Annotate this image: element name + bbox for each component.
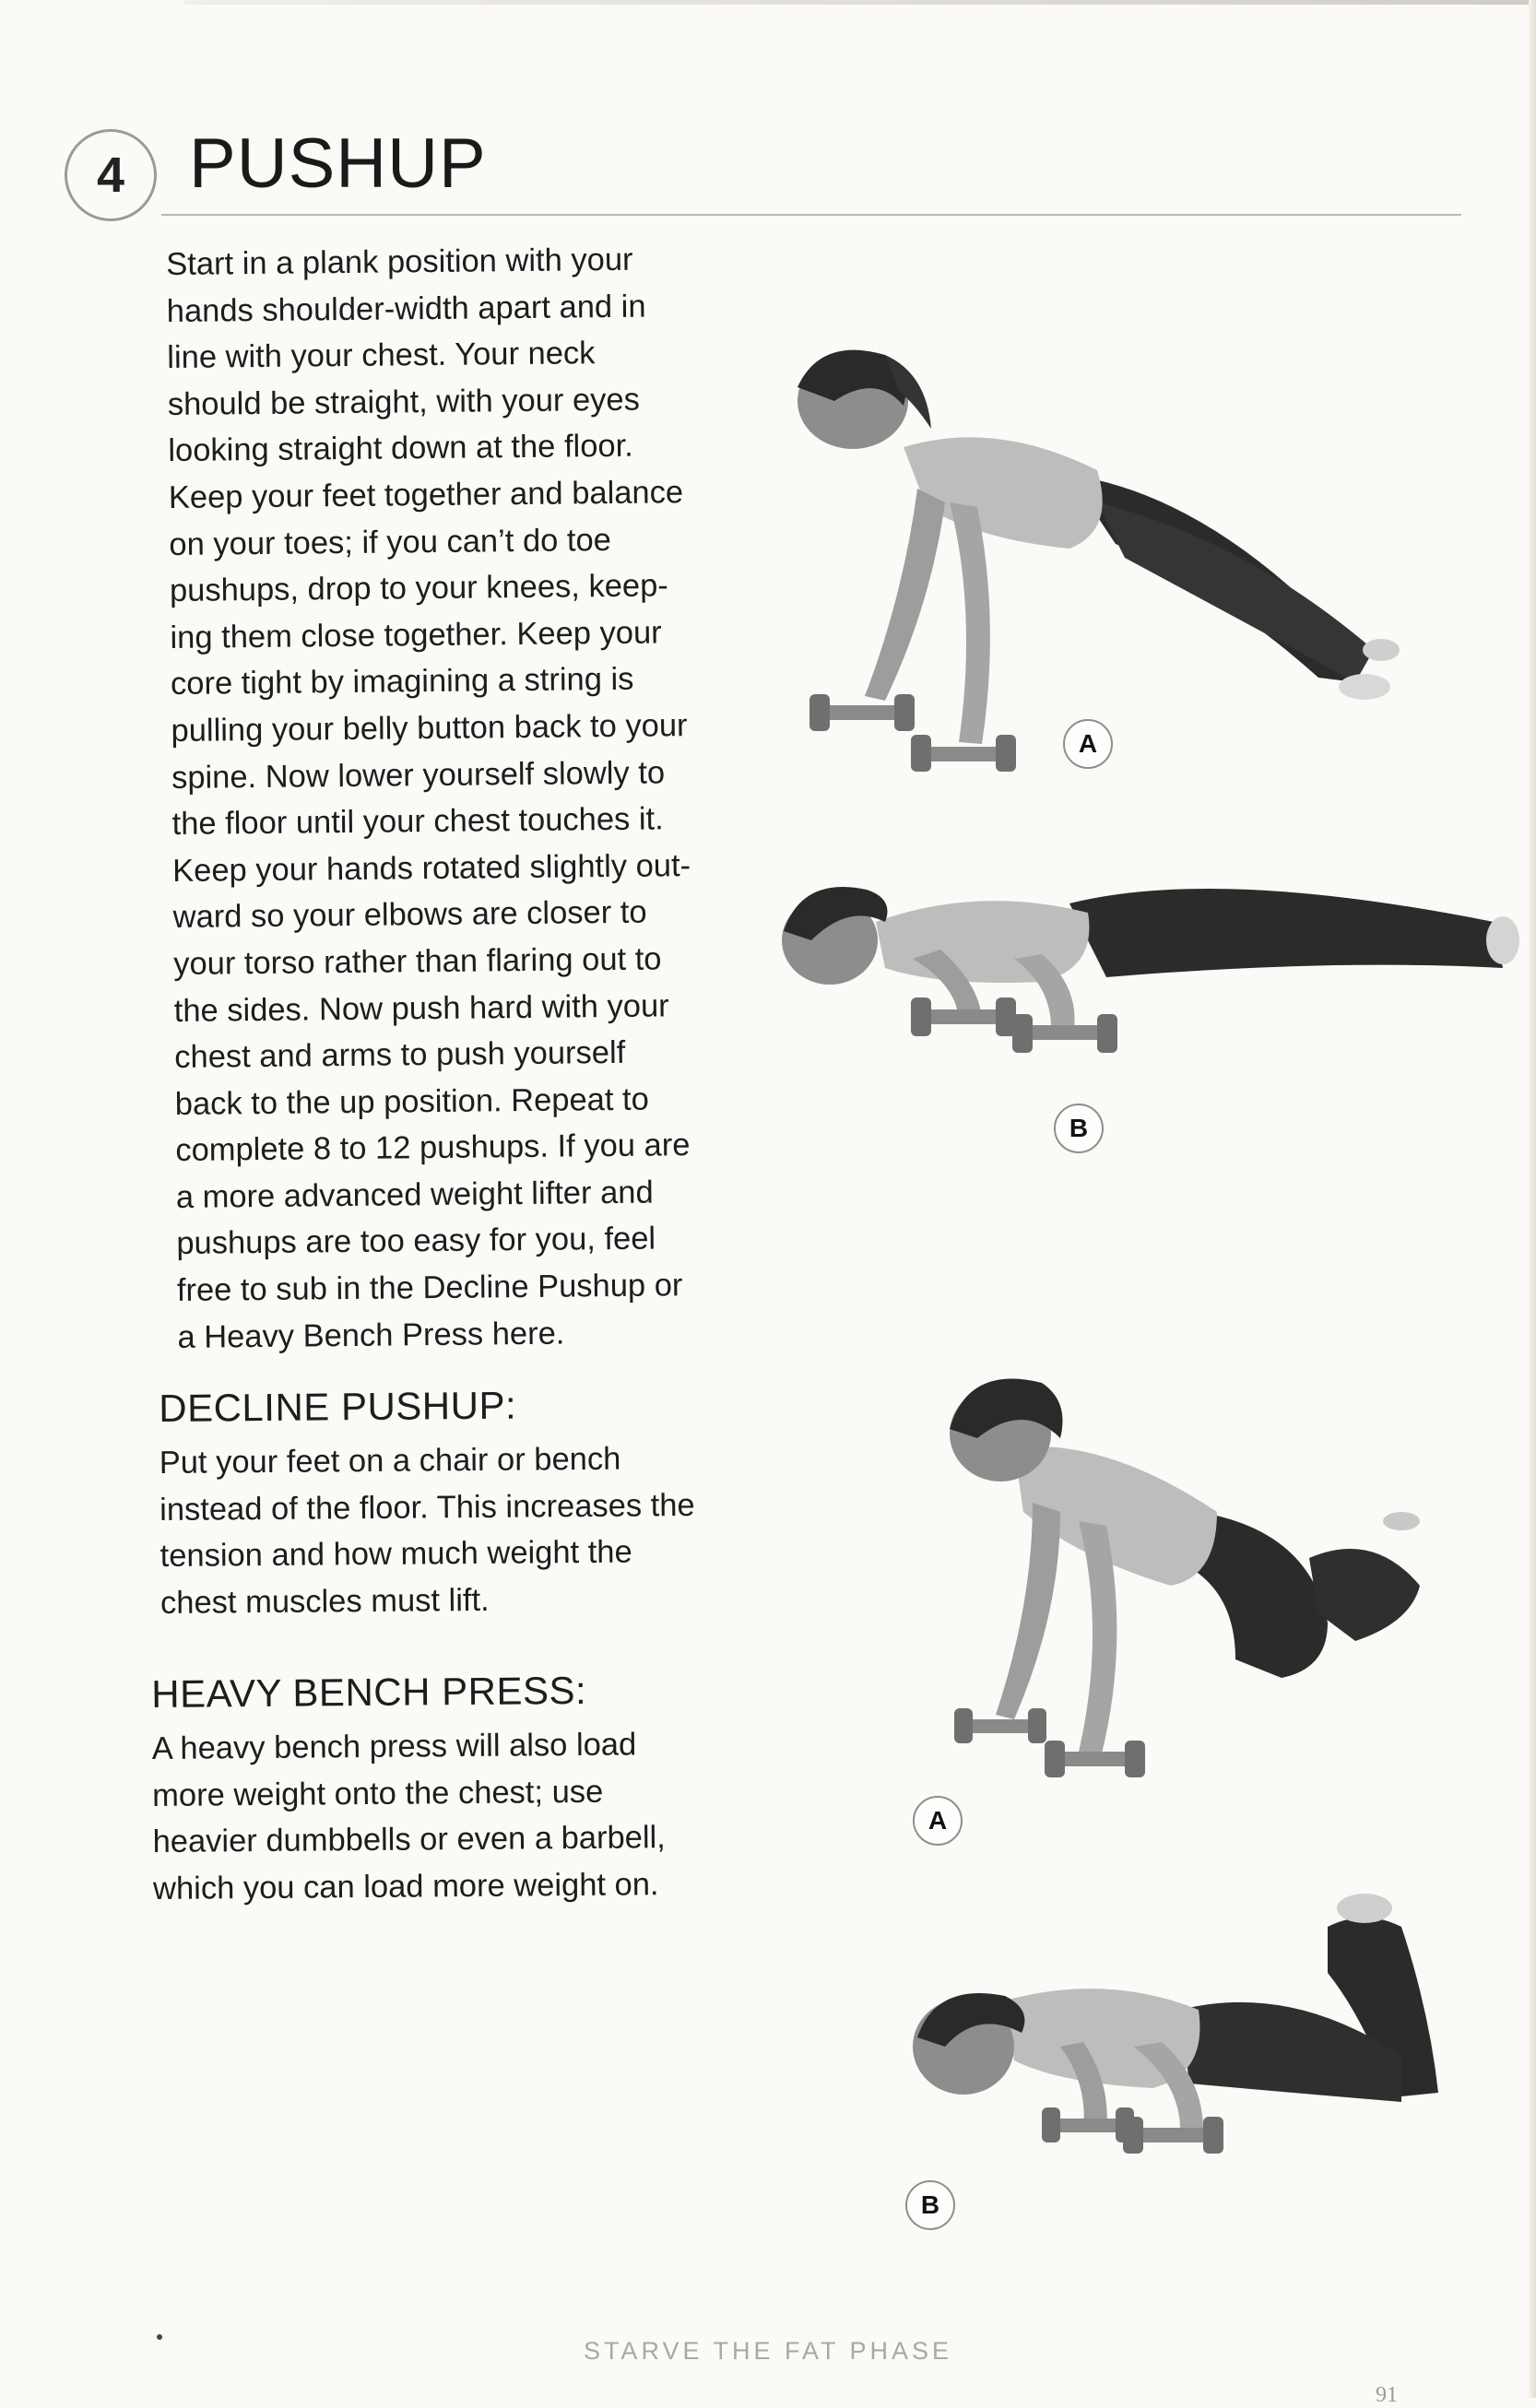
text-line: pulling your belly button back to your [171, 708, 688, 749]
text-line: pushups, drop to your knees, keep- [169, 568, 668, 609]
page-title: PUSHUP [189, 124, 487, 203]
text-line: core tight by imagining a string is [170, 662, 634, 702]
step-b-label: B [905, 2180, 955, 2230]
step-a-label: A [913, 1796, 963, 1846]
step-number-badge: 4 [65, 129, 157, 221]
text-line: chest and arms to push yourself [174, 1034, 626, 1076]
text-line: a Heavy Bench Press here. [177, 1316, 565, 1355]
page-right-edge [1529, 0, 1536, 2398]
knee-pushup-down-photo [904, 1871, 1457, 2185]
text-line: ward so your elbows are closer to [172, 894, 647, 936]
text-line: heavier dumbbells or even a barbell, [152, 1820, 666, 1860]
running-footer: STARVE THE FAT PHASE [583, 2337, 953, 2365]
text-line: Put your feet on a chair or bench [159, 1441, 621, 1481]
page-number: 91 [1376, 2383, 1398, 2407]
text-line: back to the up position. Repeat to [174, 1081, 649, 1122]
pushup-instructions [166, 236, 745, 1362]
text-line: hands shoulder-width apart and in [166, 289, 646, 329]
step-b-label: B [1054, 1104, 1104, 1153]
pushup-up-photo [765, 318, 1503, 797]
text-line: instead of the floor. This increases the [160, 1487, 695, 1528]
section-heading: HEAVY BENCH PRESS: [151, 1668, 587, 1716]
knee-pushup-up-photo [922, 1364, 1475, 1807]
text-line: the sides. Now push hard with your [173, 987, 669, 1029]
section-body [160, 1434, 751, 1626]
text-line: ing them close together. Keep your [170, 615, 662, 655]
text-line: line with your chest. Your neck [167, 336, 596, 376]
title-divider [161, 214, 1461, 216]
page-top-edge [184, 0, 1536, 5]
step-a-label: A [1063, 719, 1113, 769]
section-heading: DECLINE PUSHUP: [159, 1383, 517, 1430]
text-line: on your toes; if you can’t do toe [169, 522, 612, 562]
heavy-bench-press-section [151, 1663, 743, 1912]
section-body [152, 1720, 744, 1912]
text-line: spine. Now lower yourself slowly to [171, 754, 666, 796]
text-line: A heavy bench press will also load [151, 1727, 637, 1766]
text-line: complete 8 to 12 pushups. If you are [175, 1127, 691, 1169]
decline-pushup-section [159, 1377, 750, 1626]
text-line: which you can load more weight on. [152, 1866, 659, 1906]
text-line: a more advanced weight lifter and [175, 1174, 654, 1215]
text-line: should be straight, with your eyes [167, 382, 641, 422]
text-line: Keep your hands rotated slightly out- [171, 847, 691, 889]
text-line: pushups are too easy for you, feel [176, 1221, 656, 1262]
pushup-down-photo [774, 848, 1530, 1069]
text-line: Keep your feet together and balance [168, 475, 684, 515]
text-line: Start in a plank position with your [166, 242, 633, 282]
text-line: looking straight down at the floor. [168, 429, 633, 469]
text-line: free to sub in the Decline Pushup or [176, 1268, 683, 1308]
text-line: the floor until your chest touches it. [171, 801, 664, 843]
text-line: chest muscles must lift. [160, 1582, 490, 1621]
text-line: your torso rather than flaring out to [173, 941, 662, 982]
text-line: tension and how much weight the [160, 1534, 632, 1575]
text-line: more weight onto the chest; use [152, 1774, 604, 1813]
